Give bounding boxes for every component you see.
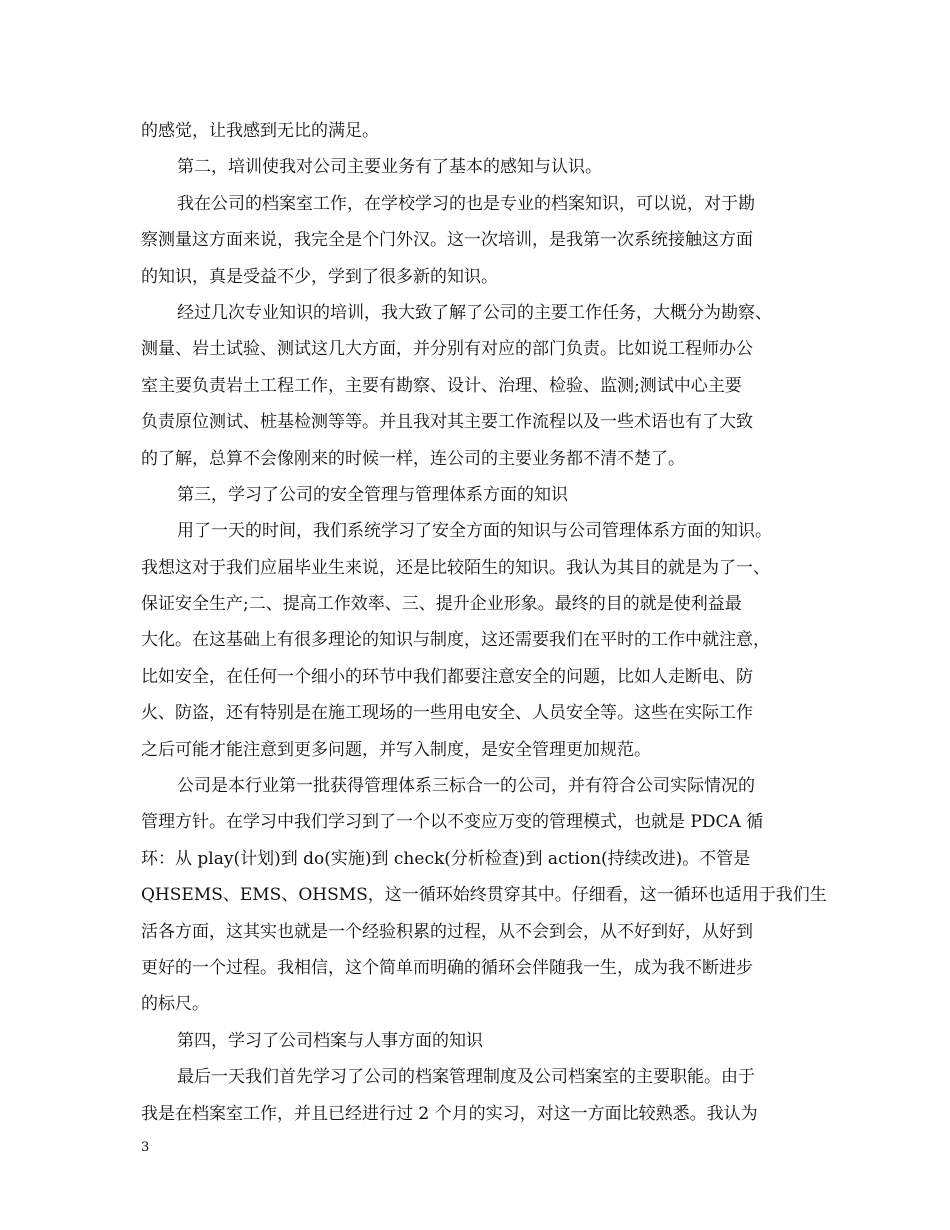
text-line: 的知识，真是受益不少，学到了很多新的知识。 <box>141 266 498 287</box>
text-line: 测量、岩土试验、测试这几大方面，并分别有对应的部门负责。比如说工程师办公 <box>141 339 753 360</box>
text-line: 比如安全，在任何一个细小的环节中我们都要注意安全的问题，比如人走断电、防 <box>141 666 753 687</box>
body-text <box>141 113 831 1132</box>
text-line: QHSEMS、EMS、OHSMS，这一循环始终贯穿其中。仔细看，这一循环也适用于我们生 <box>141 885 827 906</box>
text-line: 经过几次专业知识的培训，我大致了解了公司的主要工作任务，大概分为勘察、 <box>177 302 772 323</box>
text-line: 管理方针。在学习中我们学习到了一个以不变应万变的管理模式，也就是 PDCA 循 <box>141 812 764 833</box>
page-number: 3 <box>141 1140 150 1155</box>
text-line: 我想这对于我们应届毕业生来说，还是比较陌生的知识。我认为其目的就是为了一、 <box>141 557 770 578</box>
text-line: 的了解，总算不会像刚来的时候一样，连公司的主要业务都不清不楚了。 <box>141 448 685 469</box>
text-line: 更好的一个过程。我相信，这个简单而明确的循环会伴随我一生，成为我不断进步 <box>141 957 753 978</box>
text-line: 大化。在这基础上有很多理论的知识与制度，这还需要我们在平时的工作中就注意， <box>141 630 770 651</box>
text-line: 保证安全生产;二、提高工作效率、三、提升企业形象。最终的目的就是使利益最 <box>141 594 742 615</box>
text-line: 我是在档案室工作，并且已经进行过 2 个月的实习，对这一方面比较熟悉。我认为 <box>141 1103 758 1124</box>
text-line: 负责原位测试、桩基检测等等。并且我对其主要工作流程以及一些术语也有了大致 <box>141 412 753 433</box>
text-line: 察测量这方面来说，我完全是个门外汉。这一次培训，是我第一次系统接触这方面 <box>141 230 753 251</box>
text-line: 用了一天的时间，我们系统学习了安全方面的知识与公司管理体系方面的知识。 <box>177 521 772 542</box>
text-line: 第四，学习了公司档案与人事方面的知识 <box>177 1030 483 1051</box>
text-line: 之后可能才能注意到更多问题，并写入制度，是安全管理更加规范。 <box>141 739 651 760</box>
text-line: 的标尺。 <box>141 994 209 1015</box>
text-line: 室主要负责岩土工程工作，主要有勘察、设计、治理、检验、监测;测试中心主要 <box>141 375 742 396</box>
text-line: 我在公司的档案室工作，在学校学习的也是专业的档案知识，可以说，对于勘 <box>177 193 755 214</box>
text-line: 活各方面，这其实也就是一个经验积累的过程，从不会到会，从不好到好，从好到 <box>141 921 753 942</box>
text-line: 第二，培训使我对公司主要业务有了基本的感知与认识。 <box>177 157 602 178</box>
text-line: 公司是本行业第一批获得管理体系三标合一的公司，并有符合公司实际情况的 <box>177 776 755 797</box>
text-line: 最后一天我们首先学习了公司的档案管理制度及公司档案室的主要职能。由于 <box>177 1067 755 1088</box>
text-line: 第三，学习了公司的安全管理与管理体系方面的知识 <box>177 484 568 505</box>
text-line: 火、防盗，还有特别是在施工现场的一些用电安全、人员安全等。这些在实际工作 <box>141 703 753 724</box>
text-line: 环：从 play(计划)到 do(实施)到 check(分析检查)到 action(持续改进)。不管是 <box>141 848 751 869</box>
text-line: 的感觉，让我感到无比的满足。 <box>141 121 379 141</box>
